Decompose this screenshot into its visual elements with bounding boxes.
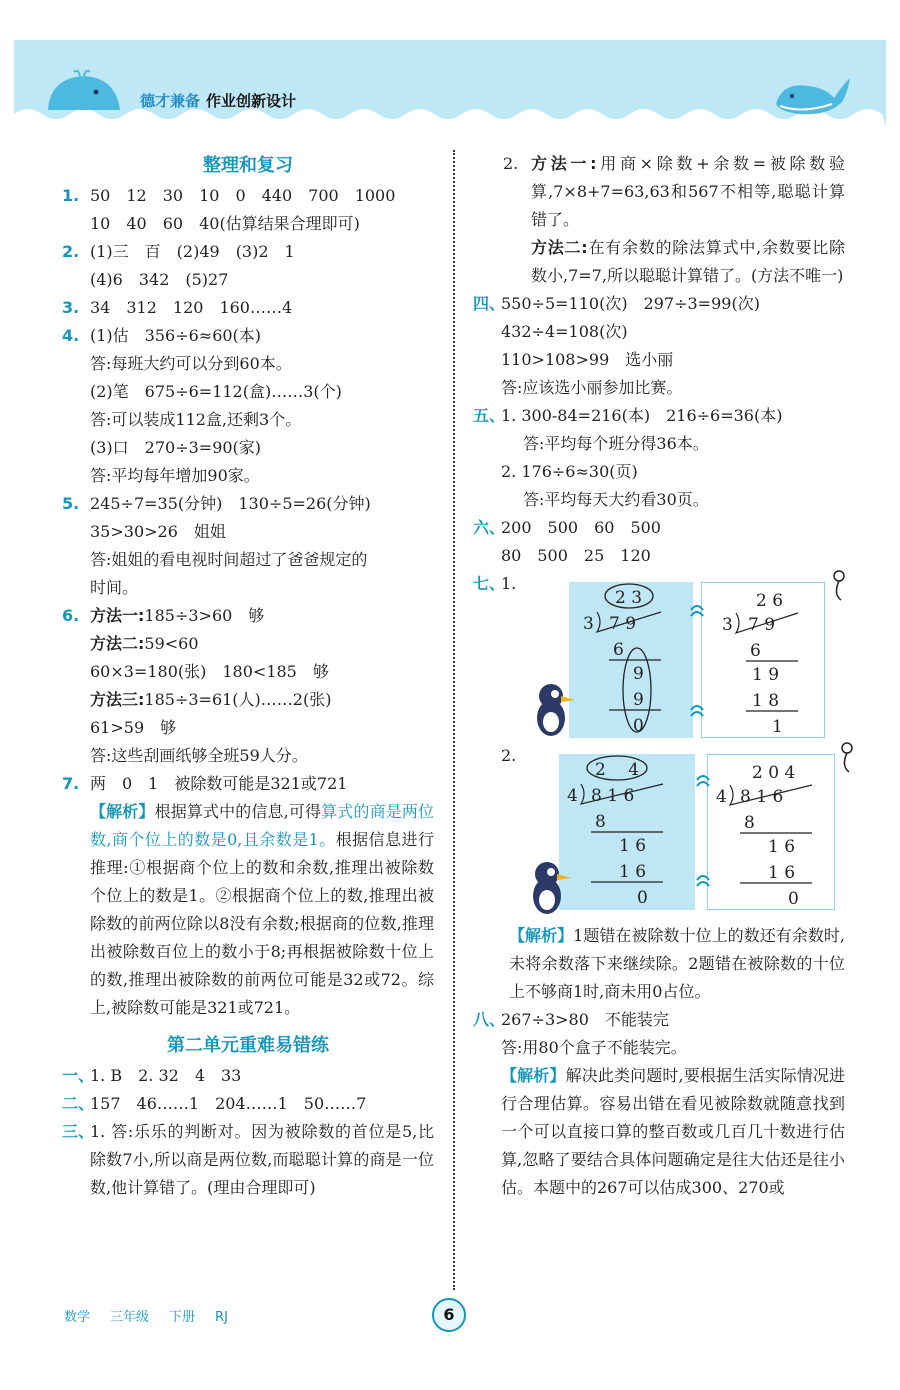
stethoscope-icon: [835, 742, 859, 776]
whale-right-icon: [772, 74, 854, 116]
footer-grade: 三年级: [110, 1310, 150, 1325]
step-value: 8: [595, 812, 606, 832]
dividend: 7 9: [609, 614, 637, 634]
answer-line: 60×3=180(张) 180<185 够: [90, 662, 329, 681]
analysis-text: 根据信息进行推理:①根据商个位上的数和余数,推理出被除数个位上的数是1。②根据商个位上的数,推理出被除数的前两位除以8没有余数;根据商的位数,推理出被除数百位上的数小于8;再根据被除数十位上的数,推理出被除数的前两位可能是32或72。综上,被除数可能是321或721。: [90, 830, 434, 1017]
quotient: 2 4: [595, 760, 640, 780]
answer-text: 185÷3=61(人)……2(张): [144, 690, 332, 709]
answer-section-8: [473, 1006, 845, 1202]
answer-2: [62, 238, 434, 294]
question-number: 5.: [62, 494, 80, 513]
sub-number: 1.: [501, 574, 517, 593]
method-label: 方法三:: [90, 690, 145, 709]
arrow-icon: [695, 770, 711, 790]
arrow-icon: [695, 870, 711, 890]
answer-section-4: [473, 290, 845, 402]
left-column: [62, 150, 434, 1202]
arrow-icon: [689, 700, 705, 720]
answer-line: 432÷4=108(次): [501, 322, 628, 341]
step-value: 0: [637, 888, 648, 908]
quotient: 2 0 4: [752, 763, 796, 783]
arrow-icon: [689, 600, 705, 620]
answer-line: 110>108>99 选小丽: [501, 350, 674, 369]
column-divider: [453, 150, 455, 1290]
step-value: 0: [788, 889, 799, 909]
divisor: 4: [567, 786, 578, 806]
answer-section-1: [62, 1062, 434, 1090]
answer-text: 用商×除数+余数=被除数验算,7×8+7=63,63和567不相等,聪聪计算错了。: [531, 154, 845, 229]
answer-1: [62, 182, 434, 238]
answer-7: [62, 770, 434, 1022]
answer-line: 80 500 25 120: [501, 546, 651, 565]
long-division-work: [501, 570, 845, 920]
divisor: 3: [722, 615, 733, 635]
answer-line: 50 12 30 10 0 440 700 1000: [90, 186, 396, 205]
step-value: 1: [772, 717, 783, 737]
question-number: 3.: [62, 298, 80, 317]
step-value: 9: [633, 690, 644, 710]
answer-line: 答:可以装成112盒,还剩3个。: [90, 410, 302, 429]
answer-line: 2. 176÷6≈30(页): [501, 462, 638, 481]
step-value: 1 6: [619, 836, 647, 856]
brand-title: [140, 90, 296, 111]
analysis-text: 根据算式中的信息,可得: [154, 802, 322, 821]
analysis-text: 1题错在被除数十位上的数还有余数时,未将余数落下来继续除。2题错在被除数的十位上不够商1时,商未用0占位。: [509, 926, 845, 1001]
answer-line: 157 46……1 204……1 50……7: [90, 1094, 367, 1113]
footer-subject: 数学: [64, 1310, 91, 1325]
question-number: 1.: [62, 186, 80, 205]
analysis-tag: 【解析】: [509, 926, 574, 945]
answer-line: 答:这些刮画纸够全班59人分。: [90, 746, 308, 765]
answer-line: 答:平均每年增加90家。: [90, 466, 260, 485]
step-value: 1 6: [768, 863, 796, 883]
division-panel-wrong-1: [569, 582, 693, 738]
brand-part2: 作业创新设计: [206, 92, 297, 110]
answer-line: (2)笔 675÷6=112(盒)……3(个): [90, 382, 342, 401]
right-column: [473, 150, 845, 1202]
divisor: 4: [716, 787, 727, 807]
header-banner: [14, 40, 886, 126]
answer-line: 答:姐姐的看电视时间超过了爸爸规定的: [90, 550, 368, 569]
step-value: 1 8: [752, 691, 780, 711]
quotient: 2 6: [756, 591, 784, 611]
answer-line: 答:平均每天大约看30页。: [523, 490, 709, 509]
division-panel-right-1: [701, 582, 825, 738]
answer-6: [62, 602, 434, 770]
answer-line: 时间。: [90, 578, 139, 597]
answer-line: 两 0 1 被除数可能是321或721: [90, 774, 348, 793]
brand-part1: 德才兼备: [140, 92, 201, 110]
dividend: 8 1 6: [591, 786, 635, 806]
answer-line: 答:平均每个班分得36本。: [523, 434, 709, 453]
answer-text: 59<60: [144, 634, 199, 653]
section-number: 八、: [473, 1010, 506, 1029]
woodpecker-icon: [523, 856, 573, 920]
sub-number: 2.: [501, 746, 517, 765]
analysis-tag: 【解析】: [90, 802, 155, 821]
answer-line: 答:每班大约可以分到60本。: [90, 354, 292, 373]
analysis-tag: 【解析】: [501, 1066, 566, 1085]
dividend: 7 9: [748, 615, 776, 635]
answer-line: 34 312 120 160……4: [90, 298, 293, 317]
answer-line: (1)三 百 (2)49 (3)2 1: [90, 242, 295, 261]
answer-line: 35>30>26 姐姐: [90, 522, 226, 541]
footer-term: 下册: [169, 1310, 196, 1325]
answer-line: 200 500 60 500: [501, 518, 661, 537]
sub-number: 2.: [503, 154, 519, 173]
division-panel-wrong-2: [559, 754, 695, 910]
section-number: 五、: [473, 406, 506, 425]
division-panel-right-2: [707, 754, 835, 910]
answer-line: 10 40 60 40(估算结果合理即可): [90, 214, 360, 233]
step-value: 6: [750, 641, 761, 661]
question-number: 7.: [62, 774, 80, 793]
answer-text: 在有余数的除法算式中,余数要比除数小,7=7,所以聪聪计算错了。(方法不唯一): [531, 238, 846, 285]
answer-line: 答:应该选小丽参加比赛。: [501, 378, 683, 397]
method-label: 方法一:: [531, 154, 597, 173]
answer-line: 1. 300-84=216(本) 216÷6=36(本): [501, 406, 783, 425]
section-number: 六、: [473, 518, 506, 537]
answer-line: 答:用80个盒子不能装完。: [501, 1038, 687, 1057]
section-number: 一、: [62, 1066, 95, 1085]
answer-line: 61>59 够: [90, 718, 177, 737]
method-label: 方法二:: [531, 238, 588, 257]
section-title-unit2: 第二单元重难易错练: [167, 1035, 329, 1056]
step-value: 1 6: [768, 837, 796, 857]
answer-line: 1. B 2. 32 4 33: [90, 1066, 242, 1085]
step-value: 1 9: [752, 665, 780, 685]
answer-line: 267÷3>80 不能装完: [501, 1010, 669, 1029]
step-value: 1 6: [619, 862, 647, 882]
dividend: 8 1 6: [740, 787, 784, 807]
question-number: 2.: [62, 242, 80, 261]
answer-line: 550÷5=110(次) 297÷3=99(次): [501, 294, 760, 313]
answer-line: 245÷7=35(分钟) 130÷5=26(分钟): [90, 494, 371, 513]
footer-info: [64, 1306, 248, 1325]
answer-3: [62, 294, 434, 322]
answer-section-2: [62, 1090, 434, 1118]
answer-section-3-2: [473, 150, 845, 290]
woodpecker-doctor-icon: [527, 678, 577, 742]
step-value: 8: [744, 813, 755, 833]
method-label: 方法一:: [90, 606, 145, 625]
answer-line: 1. 答:乐乐的判断对。因为被除数的首位是5,比除数7小,所以商是两位数,而聪聪计算的商是一位数,他计算错了。(理由合理即可): [90, 1122, 434, 1197]
quotient: 2 3: [615, 588, 643, 608]
answer-4: [62, 322, 434, 490]
divisor: 3: [583, 614, 594, 634]
answer-line: (3)口 270÷3=90(家): [90, 438, 262, 457]
answer-5: [62, 490, 434, 602]
section-number: 七、: [473, 574, 506, 593]
answer-text: 185÷3>60 够: [144, 606, 265, 625]
whale-left-icon: [44, 70, 124, 114]
answer-line: (1)估 356÷6≈60(本): [90, 326, 262, 345]
analysis-text: 解决此类问题时,要根据生活实际情况进行合理估算。容易出错在看见被除数就随意找到一个可以直接口算的整百数或几百几十数进行估算,忽略了要结合具体问题确定是往大估还是往小估。本题中的267可以估成300、270或: [501, 1066, 845, 1197]
method-label: 方法二:: [90, 634, 145, 653]
footer-edition: RJ: [215, 1310, 228, 1325]
step-value: 0: [633, 716, 644, 736]
answer-section-6: [473, 514, 845, 570]
answer-section-3: [62, 1118, 434, 1202]
section-number: 四、: [473, 294, 506, 313]
answer-section-7: [473, 570, 845, 1006]
question-number: 6.: [62, 606, 80, 625]
step-value: 9: [633, 664, 644, 684]
step-value: 6: [613, 640, 624, 660]
section-title-review: 整理和复习: [203, 155, 293, 176]
section-number: 二、: [62, 1094, 95, 1113]
page-number: 6: [432, 1298, 466, 1332]
analysis-highlight: 算式的商是两位数,商个位上的数是0,且余数是1。: [90, 802, 434, 849]
question-number: 4.: [62, 326, 80, 345]
section-number: 三、: [62, 1122, 95, 1141]
answer-section-5: [473, 402, 845, 514]
stethoscope-icon: [827, 570, 851, 604]
answer-line: (4)6 342 (5)27: [90, 270, 229, 289]
